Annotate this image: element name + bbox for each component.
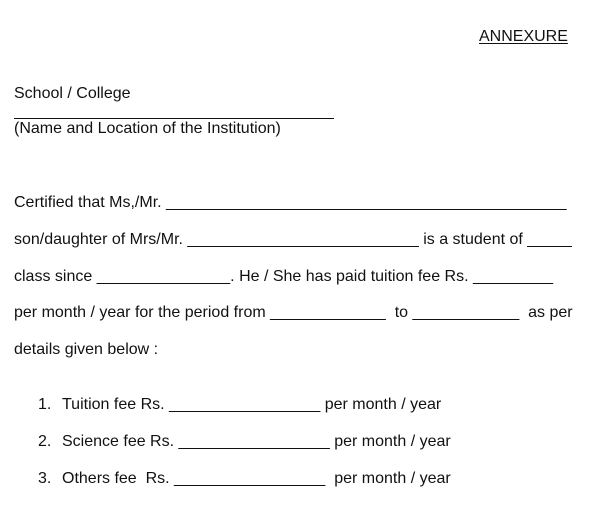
certificate-line-4: per month / year for the period from _____________ to ____________ as per bbox=[14, 304, 573, 321]
fee-item-text: Others fee Rs. _________________ per month / year bbox=[62, 470, 451, 487]
certificate-line-2: son/daughter of Mrs/Mr. __________________________ is a student of _____ bbox=[14, 231, 572, 248]
fee-item-others bbox=[38, 471, 451, 487]
fee-item-number: 2. bbox=[38, 433, 52, 450]
fee-item-number: 1. bbox=[38, 396, 52, 413]
institution-caption: (Name and Location of the Institution) bbox=[14, 120, 281, 137]
fee-item-tuition bbox=[38, 397, 441, 413]
fee-item-number: 3. bbox=[38, 470, 52, 487]
certificate-line-5: details given below : bbox=[14, 341, 159, 358]
fee-item-science bbox=[38, 434, 451, 450]
certificate-line-1: Certified that Ms,/Mr. _____________________________________________ bbox=[14, 194, 567, 211]
fee-item-text: Science fee Rs. _________________ per month / year bbox=[62, 433, 451, 450]
institution-label: School / College bbox=[14, 85, 131, 102]
institution-name-blank bbox=[14, 118, 334, 119]
certificate-line-3: class since _______________. He / She has paid tuition fee Rs. _________ bbox=[14, 268, 554, 285]
annexure-heading: ANNEXURE bbox=[479, 28, 568, 45]
fee-item-text: Tuition fee Rs. _________________ per month / year bbox=[62, 396, 442, 413]
